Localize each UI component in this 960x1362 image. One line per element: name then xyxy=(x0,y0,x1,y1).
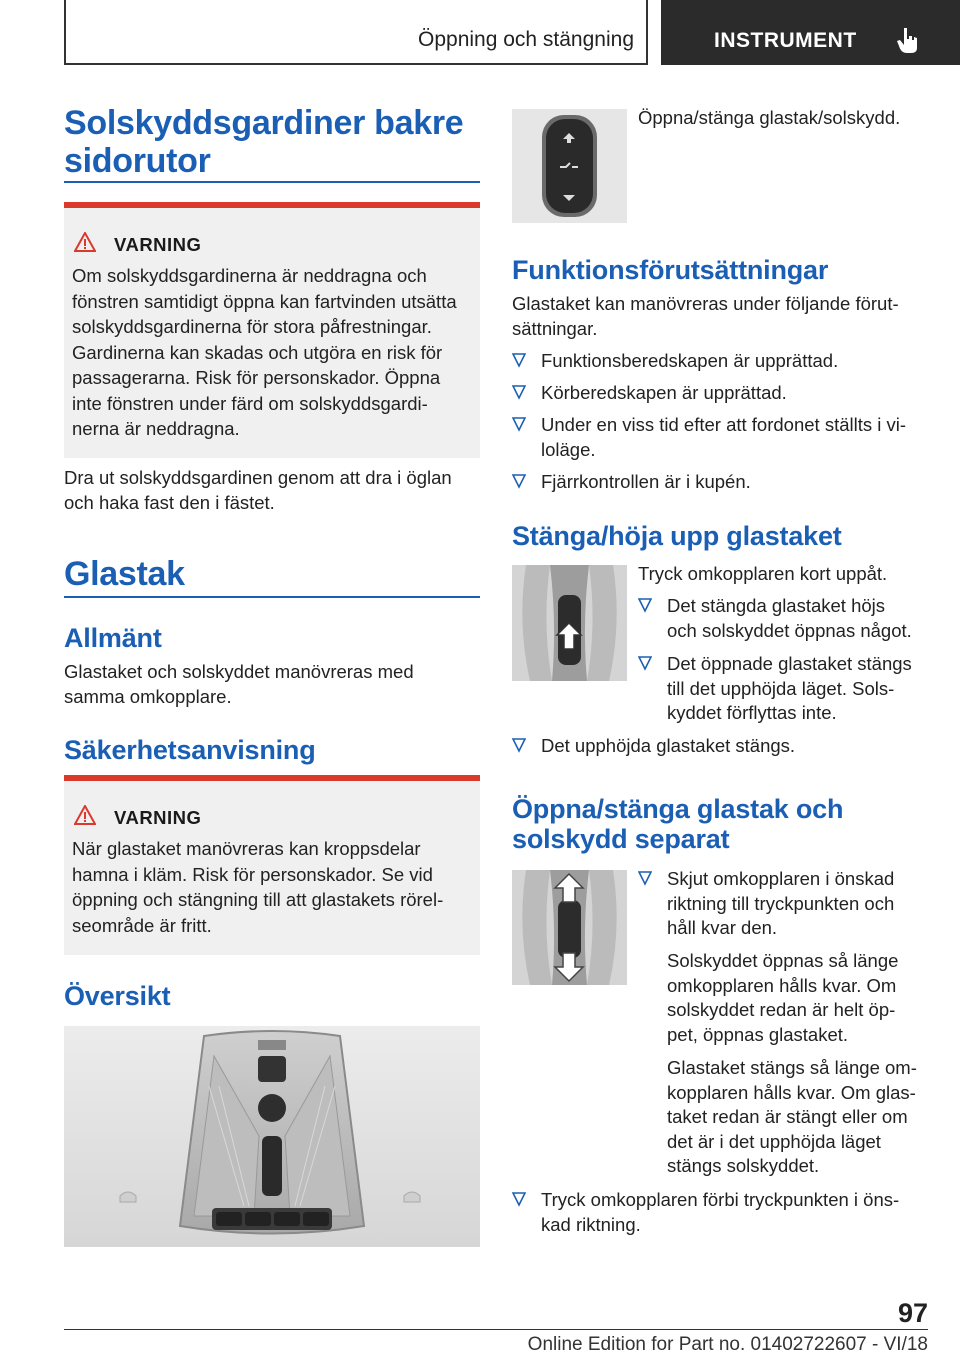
bullet-triangle-icon xyxy=(638,655,652,671)
warning-label: VARNING xyxy=(114,807,202,828)
text-line: Det stängda glastaket höjs xyxy=(667,595,886,616)
text-line: taket redan är stängt eller om xyxy=(667,1106,908,1127)
text-line: Tryck omkopplaren förbi tryckpunkten i öns- xyxy=(541,1189,900,1210)
text-line: omkopplaren hålls kvar. Om xyxy=(667,974,897,996)
text-line: Skjut omkopplaren i önskad xyxy=(667,868,895,889)
text-line: det är i det upphöjda läget xyxy=(667,1130,881,1152)
section-title-glastak: Glastak xyxy=(64,555,185,593)
roof-console-illustration xyxy=(64,1026,480,1247)
text-line: håll kvar den. xyxy=(667,917,778,938)
footer-rule xyxy=(64,1329,928,1330)
warning-line: Om solskyddsgardinerna är neddragna och xyxy=(72,265,427,286)
glastak-rule xyxy=(64,596,480,598)
heading-stanga: Stänga/höja upp glastaket xyxy=(512,521,842,551)
heading-allmant: Allmänt xyxy=(64,623,162,653)
warning-line: När glastaket manövreras kan kroppsdelar xyxy=(72,838,421,859)
text-line: Dra ut solskyddsgardinen genom att dra i öglan xyxy=(64,467,452,488)
text-line: till det upphöjda läget. Sols- xyxy=(667,677,895,699)
text-line: och haka fast den i fästet. xyxy=(64,491,275,513)
text-line: riktning till tryckpunkten och xyxy=(667,892,895,914)
heading-line-2: solskydd separat xyxy=(512,824,730,854)
header-chapter-title: INSTRUMENT xyxy=(714,29,857,52)
text-line: Glastaket och solskyddet manövreras med xyxy=(64,661,414,682)
roof-console-overview-image xyxy=(64,1026,480,1247)
edition-note: Online Edition for Part no. 01402722607 - VI/18 xyxy=(527,1334,928,1355)
switch-slide-image xyxy=(512,870,627,985)
text-line: Det öppnade glastaket stängs xyxy=(667,653,912,674)
warning-box-sunblinds xyxy=(64,202,480,458)
switch-slide-illustration xyxy=(512,870,627,985)
text-line: samma omkopplare. xyxy=(64,685,232,707)
bullet-triangle-icon xyxy=(512,1191,526,1207)
warning-line: nerna är neddragna. xyxy=(72,418,240,439)
switch-up-illustration xyxy=(512,565,627,681)
text-line: sättningar. xyxy=(512,317,598,339)
right-column xyxy=(512,0,928,1300)
text-line: Glastaket kan manövreras under följande förut- xyxy=(512,293,899,314)
header-section-title: Öppning och stängning xyxy=(418,28,634,51)
text-line: kyddet förflyttas inte. xyxy=(667,702,837,723)
text-line: stängs solskyddet. xyxy=(667,1155,820,1176)
text-line: loläge. xyxy=(541,438,596,460)
title-line-2: sidorutor xyxy=(64,142,211,180)
bullet-triangle-icon xyxy=(512,473,526,489)
paragraph-allmant xyxy=(64,660,414,709)
roof-switch-closeup-image xyxy=(512,109,627,223)
warning-line: passagerarna. Risk för personskador. Öppna xyxy=(72,367,441,388)
bullet-triangle-icon xyxy=(512,384,526,400)
paragraph-funktion xyxy=(512,292,899,341)
warning-line: solskyddsgardinerna för stora påfrestningar. xyxy=(72,316,432,337)
bullet-triangle-icon xyxy=(638,870,652,886)
switch-up-image xyxy=(512,565,627,681)
text-line: pet, öppnas glastaket. xyxy=(667,1023,849,1045)
left-column xyxy=(64,0,480,1300)
warning-text xyxy=(72,836,443,938)
section-title-sunblinds xyxy=(64,104,480,180)
text-line: Funktionsberedskapen är upprättad. xyxy=(541,350,839,371)
warning-box-glastak xyxy=(64,775,480,955)
heading-oversikt: Översikt xyxy=(64,981,171,1011)
paragraph-pull-sunblind xyxy=(64,466,452,515)
text-line: Solskyddet öppnas så länge xyxy=(667,950,899,971)
warning-line: öppning och stängning till att glastakets rörel- xyxy=(72,889,444,910)
text-line: Fjärrkontrollen är i kupén. xyxy=(541,471,751,492)
warning-triangle-icon xyxy=(74,232,96,252)
heading-sakerhet: Säkerhetsanvisning xyxy=(64,735,316,765)
text-line: Glastaket stängs så länge om- xyxy=(667,1057,917,1078)
text-line: kad riktning. xyxy=(541,1213,641,1235)
warning-label: VARNING xyxy=(114,234,202,255)
warning-line: seområde är fritt. xyxy=(72,914,212,936)
text-line: Det upphöjda glastaket stängs. xyxy=(541,735,796,756)
title-rule xyxy=(64,181,480,183)
page-number: 97 xyxy=(897,1298,928,1328)
warning-line: inte fönstren under färd om solskyddsgardi- xyxy=(72,392,428,414)
bullet-triangle-icon xyxy=(512,737,526,753)
heading-funktion: Funktionsförutsättningar xyxy=(512,255,829,285)
bullet-triangle-icon xyxy=(512,352,526,368)
text-line: kopplaren hålls kvar. Om glas- xyxy=(667,1081,916,1103)
heading-oppna xyxy=(512,794,928,854)
text-line: och solskyddet öppnas något. xyxy=(667,619,912,641)
paragraph-sub2 xyxy=(667,1056,917,1179)
roof-switch-illustration xyxy=(512,109,627,223)
warning-line: Gardinerna kan skadas och utgöra en risk för xyxy=(72,341,443,363)
bullet-triangle-icon xyxy=(512,416,526,432)
text-line: Under en viss tid efter att fordonet ställts i vi- xyxy=(541,414,907,435)
bullet-triangle-icon xyxy=(638,597,652,613)
text-line: Körberedskapen är upprättad. xyxy=(541,382,787,403)
warning-triangle-icon xyxy=(74,805,96,825)
text-line: solskyddet redan är helt öp- xyxy=(667,999,896,1020)
warning-text xyxy=(72,263,457,442)
title-line-1: Solskyddsgardiner bakre xyxy=(64,104,464,142)
paragraph-stanga: Tryck omkopplaren kort uppåt. xyxy=(638,563,888,584)
warning-line: fönstren samtidigt öppna kan fartvinden utsätta xyxy=(72,290,457,312)
paragraph-sub1 xyxy=(667,949,898,1047)
warning-line: hamna i kläm. Risk för personskador. Se vid xyxy=(72,863,433,885)
image-caption: Öppna/stänga glastak/solskydd. xyxy=(638,107,901,128)
heading-line-1: Öppna/stänga glastak och xyxy=(512,794,844,824)
